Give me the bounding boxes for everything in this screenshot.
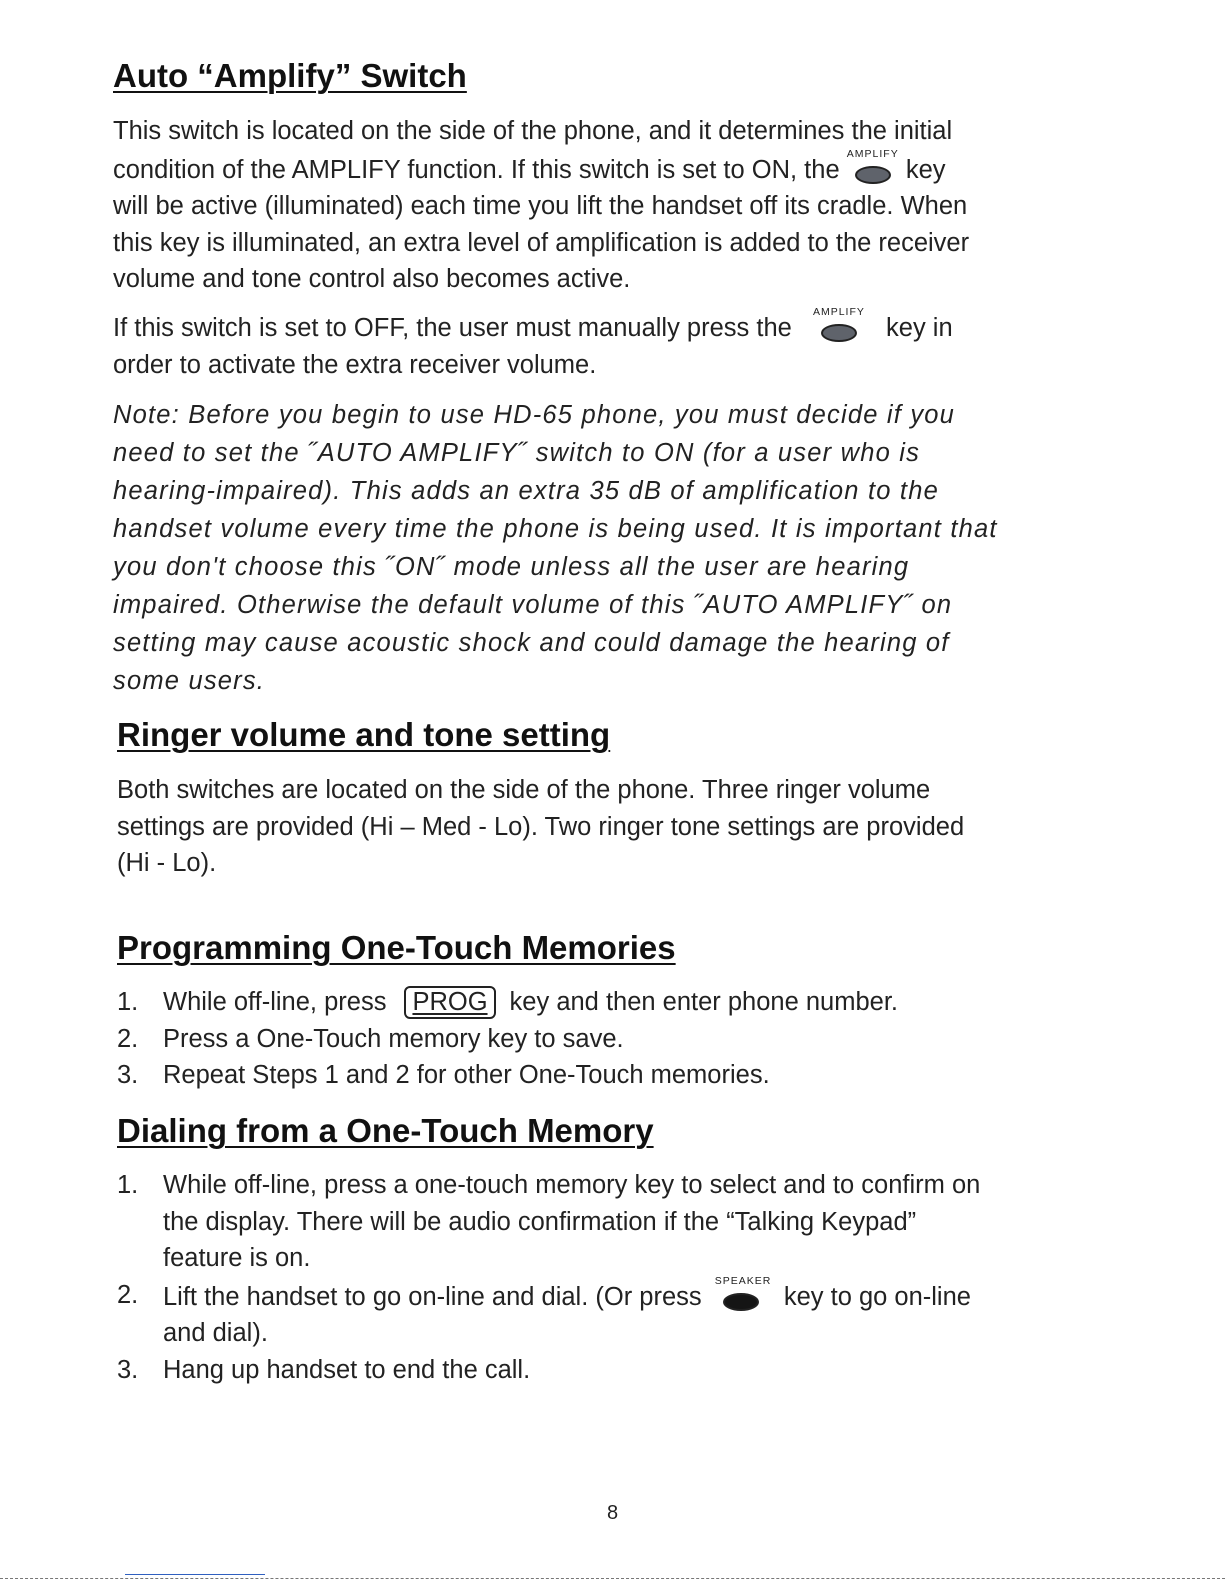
note-line: Note: Before you begin to use HD-65 phone, you must decide if you	[113, 401, 956, 429]
step-number: 1.	[117, 988, 139, 1016]
heading-auto-amplify: Auto “Amplify” Switch	[113, 57, 467, 94]
text-segment: key and then enter phone number.	[509, 988, 898, 1016]
list-item	[117, 1057, 898, 1094]
text-segment: key in	[886, 314, 953, 342]
step-number: 2.	[117, 1024, 139, 1053]
ringer-paragraph	[117, 772, 964, 882]
step-line: While off-line, press a one-touch memory key to select and to confirm on	[163, 1171, 981, 1199]
step-line: Hang up handset to end the call.	[163, 1355, 531, 1384]
step-number: 3.	[117, 1355, 139, 1384]
text-line	[113, 147, 969, 189]
amplify-paragraph-2	[113, 308, 953, 383]
note-line: need to set the ˝AUTO AMPLIFY˝ switch to ON (for a user who is	[113, 439, 921, 467]
text-segment: If this switch is set to OFF, the user must manually press the	[113, 314, 792, 342]
programming-steps	[117, 984, 898, 1094]
amplify-key-icon	[813, 308, 865, 344]
text-segment: key to go on-line	[783, 1282, 971, 1311]
step-number: 1.	[117, 1171, 139, 1199]
amplify-paragraph-1	[113, 113, 969, 298]
amplify-key-label: AMPLIFY	[846, 147, 899, 160]
list-item	[117, 1021, 898, 1058]
step-number: 3.	[117, 1061, 139, 1089]
amplify-key-icon	[846, 147, 899, 186]
page-bottom-link-line	[125, 1574, 265, 1575]
step-line: the display. There will be audio confirmation if the “Talking Keypad”	[163, 1207, 917, 1236]
text-line: (Hi - Lo).	[117, 849, 217, 877]
note-line: you don't choose this ˝ON˝ mode unless all the user are hearing	[113, 553, 910, 581]
text-line	[113, 308, 953, 347]
list-item	[117, 1274, 980, 1352]
heading-ringer: Ringer volume and tone setting	[117, 716, 611, 753]
text-line: will be active (illuminated) each time you lift the handset off its cradle. When	[113, 192, 968, 220]
step-text: Press a One-Touch memory key to save.	[163, 1024, 624, 1053]
text-segment: While off-line, press	[163, 988, 387, 1016]
note-line: setting may cause acoustic shock and could damage the hearing of	[113, 629, 950, 657]
note-line: hearing-impaired). This adds an extra 35 dB of amplification to the	[113, 477, 939, 505]
text-line: volume and tone control also becomes active.	[113, 265, 631, 293]
text-segment: condition of the AMPLIFY function. If this switch is set to ON, the	[113, 155, 840, 184]
prog-key-icon: PROG	[404, 986, 495, 1019]
note-paragraph	[113, 396, 998, 700]
heading-dialing: Dialing from a One-Touch Memory	[117, 1112, 654, 1149]
speaker-key-label: SPEAKER	[714, 1274, 772, 1287]
text-line: Both switches are located on the side of the phone. Three ringer volume	[117, 776, 931, 804]
text-segment: Lift the handset to go on-line and dial. (Or press	[163, 1282, 702, 1311]
page-bottom-divider	[0, 1578, 1225, 1579]
heading-programming: Programming One-Touch Memories	[117, 929, 676, 966]
list-item	[117, 1167, 980, 1277]
list-item	[117, 984, 898, 1021]
text-line: This switch is located on the side of the phone, and it determines the initial	[113, 117, 953, 145]
step-text: Repeat Steps 1 and 2 for other One-Touch memories.	[163, 1061, 770, 1089]
step-line: and dial).	[163, 1319, 268, 1347]
step-line	[163, 1274, 980, 1316]
speaker-button-shape	[723, 1293, 759, 1311]
amplify-button-shape	[821, 324, 857, 342]
amplify-button-shape	[855, 166, 891, 184]
text-line: settings are provided (Hi – Med - Lo). Two ringer tone settings are provided	[117, 812, 965, 841]
text-line: order to activate the extra receiver volume.	[113, 350, 597, 379]
list-item	[117, 1352, 980, 1389]
text-segment: key	[905, 155, 946, 184]
note-line: some users.	[113, 667, 266, 695]
note-line: impaired. Otherwise the default volume of this ˝AUTO AMPLIFY˝ on	[113, 591, 953, 619]
page-number: 8	[606, 1502, 619, 1524]
note-line: handset volume every time the phone is being used. It is important that	[113, 515, 998, 543]
step-line: feature is on.	[163, 1244, 311, 1272]
step-number: 2.	[117, 1280, 139, 1309]
amplify-key-label: AMPLIFY	[812, 306, 865, 318]
dialing-steps	[117, 1167, 980, 1388]
speaker-key-icon	[714, 1274, 772, 1313]
text-line: this key is illuminated, an extra level of amplification is added to the receiver	[113, 228, 970, 257]
